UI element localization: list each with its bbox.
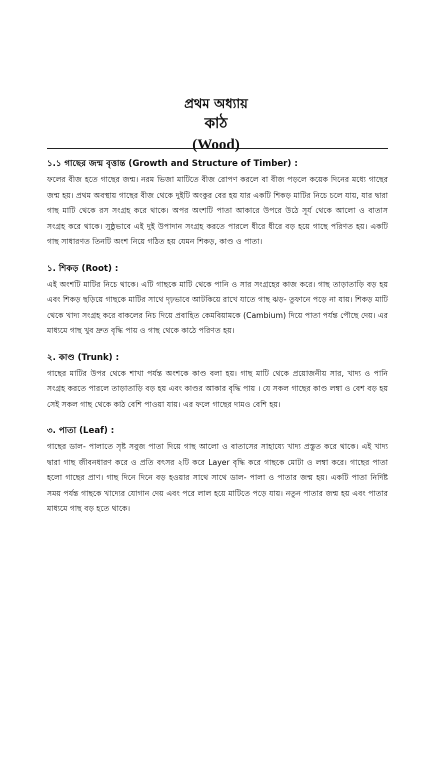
section-paragraph: ফলের বীজ হতে গাছের জন্ম। নরম ভিজা মাটিতে বীজ রোপণ করলে বা বীজ পড়লে কয়েক দিনের মধ্যে গাছের জন্ম হয়। প্রথম অবস্থায় গাছের বীজ থেকে দুইটি অংকুর বের হয় যার একটি শিকড় মাটির নিচে চলে যায়, যার দ্বারা গাছ মাটি থেকে রস সংগ্রহ করে থাকে। অপর অংশটি পাতা আকারে উপরে উঠে সূর্য থেকে আলো ও বাতাস সংগ্রহ করে থাকে। সুষ্ঠুভাবে এই দুই উপাদান সংগ্রহ করতে পারলে ধীরে ধীরে বড় হয়ে গাছে পরিণত হয়। একটি গাছ সাধারণত তিনটি অংশ নিয়ে গঠিত হয় যেমন শিকড়, কাণ্ড ও পাতা। <box>47 175 388 246</box>
chapter-header <box>0 97 432 155</box>
section-paragraph: গাছের ডাল- পালাতে সৃষ্ট সবুজ পাতা দিয়ে গাছ আলো ও বাতাসের সাহায্যে খাদ্য প্রস্তুত করে থাকে। এই খাদ্য দ্বারা গাছ জীবনধারণ করে ও প্রতি বৎসর ২টি করে Layer বৃদ্ধি করে গাছকে মোটা ও লম্বা করে। গাছের পাতা হলো গাছের প্রাণ। গাছ দিনে দিনে বড় হওয়ার সাথে সাথে ডাল- পালা ও পাতার জন্ম হয়। একটি পাতা নির্দিষ্ট সময় পর্যন্ত গাছকে খাদ্যের যোগান দেয় এবং পরে লাল হয়ে মাটিতে পড়ে যায়। নতুন পাতার জন্ম হয় এবং পাতার মাধ্যমে গাছ বড় হতে থাকে। <box>47 442 388 513</box>
section-heading: ১. শিকড় (Root) : <box>47 263 119 274</box>
section-paragraph: গাছের মাটির উপর থেকে শাখা পর্যন্ত অংশকে কাণ্ড বলা হয়। গাছ মাটি থেকে প্রয়োজনীয় সার, খাদ্য ও পানি সংগ্রহ করতে পারলে তাড়াতাড়ি বড় হয় এবং কাণ্ডর আকার বৃদ্ধি পায় । যে সকল গাছের কাণ্ড লম্বা ও বেশ বড় হয় সেই সকল গাছ থেকে কাঠ বেশি পাওয়া যায়। এর ফলে গাছের দামও বেশি হয়। <box>47 368 388 409</box>
section-heading: ২. কাণ্ড (Trunk) : <box>47 352 120 363</box>
section-trunk <box>47 352 388 413</box>
section-leaf <box>47 425 388 517</box>
section-root <box>47 263 388 339</box>
section-heading: ৩. পাতা (Leaf) : <box>47 426 115 436</box>
page-body <box>47 158 388 530</box>
section-growth-structure <box>47 158 388 250</box>
chapter-subtitle: (Wood) <box>192 137 240 153</box>
chapter-label: প্রথম অধ্যায় <box>184 97 248 112</box>
chapter-title: কাঠ <box>204 114 228 132</box>
header-divider <box>47 148 388 149</box>
section-paragraph: এই অংশটি মাটির নিচে থাকে। এটি গাছকে মাটি থেকে পানি ও সার সংগ্রহের কাজ করে। গাছ তাড়াতাড়ি বড় হয় এবং শিকড় ছড়িয়ে গাছকে মাটির সাথে দৃঢ়ভাবে আটকিয়ে রাখে যাতে গাছ ঝড়- তুফানে পড়ে না যায়। শিকড় মাটি থেকে খাদ্য সংগ্রহ করে বাকলের নিচ দিয়ে প্রবাহিত কেমবিয়ামকে (Cambium) দিয়ে পাতা পর্যন্ত পৌছে দেয়। এর মাধ্যমে গাছ খুব দ্রুত বৃদ্ধি পায় ও গাছ থেকে কাঠে পরিণত হয়। <box>47 279 388 335</box>
section-heading: ১.১ গাছের জন্ম বৃত্তান্ত (Growth and Structure of Timber) : <box>47 159 298 169</box>
